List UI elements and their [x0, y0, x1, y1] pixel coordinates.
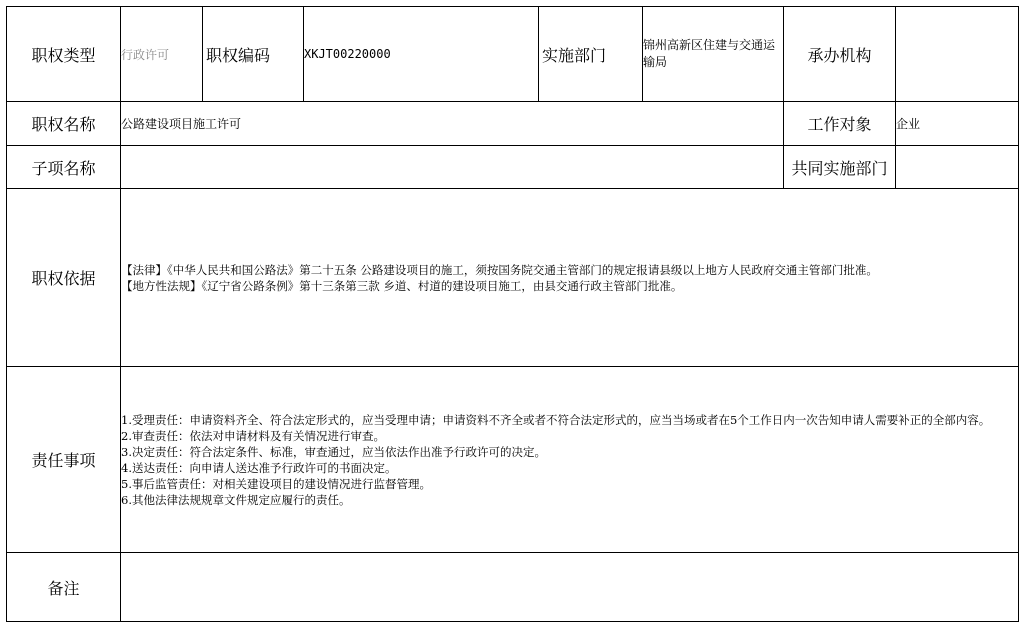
duty-content [121, 367, 1019, 553]
duty-line-3: 3.决定责任：符合法定条件、标准，审查通过，应当依法作出准予行政许可的决定。 [121, 444, 546, 459]
remarks-value [121, 553, 1019, 622]
row-basis [7, 189, 1019, 367]
org-value [896, 7, 1019, 102]
duty-label: 责任事项 [7, 367, 121, 553]
target-value: 企业 [896, 102, 1019, 146]
basis-line-regulation: 【地方性法规】《辽宁省公路条例》第十三条第三款 乡道、村道的建设项目施工，由县交通行政主管部门批准。 [121, 278, 683, 293]
sub-value [121, 146, 784, 189]
row-subitem [7, 146, 1019, 189]
dept-label: 实施部门 [539, 7, 643, 102]
duty-line-1: 1.受理责任：申请资料齐全、符合法定形式的，应当受理申请；申请资料不齐全或者不符合法定形式的，应当当场或者在5个工作日内一次告知申请人需要补正的全部内容。 [121, 412, 991, 427]
type-label: 职权类型 [7, 7, 121, 102]
basis-content [121, 189, 1019, 367]
code-label: 职权编码 [203, 7, 304, 102]
joint-value [896, 146, 1019, 189]
joint-label: 共同实施部门 [784, 146, 896, 189]
code-value: XKJT00220000 [304, 7, 539, 102]
row-name [7, 102, 1019, 146]
name-label: 职权名称 [7, 102, 121, 146]
row-remarks [7, 553, 1019, 622]
duty-line-6: 6.其他法律法规规章文件规定应履行的责任。 [121, 492, 351, 507]
authority-form-table [6, 6, 1019, 622]
remarks-label: 备注 [7, 553, 121, 622]
duty-line-2: 2.审查责任：依法对申请材料及有关情况进行审查。 [121, 428, 385, 443]
row-duty [7, 367, 1019, 553]
name-value: 公路建设项目施工许可 [121, 102, 784, 146]
duty-line-4: 4.送达责任：向申请人送达准予行政许可的书面决定。 [121, 460, 397, 475]
row-type [7, 7, 1019, 102]
org-label: 承办机构 [784, 7, 896, 102]
type-value: 行政许可 [121, 7, 203, 102]
sub-label: 子项名称 [7, 146, 121, 189]
basis-line-law: 【法律】《中华人民共和国公路法》第二十五条 公路建设项目的施工，须按国务院交通主管部门的规定报请县级以上地方人民政府交通主管部门批准。 [121, 262, 878, 277]
dept-value: 锦州高新区住建与交通运输局 [643, 7, 784, 102]
basis-label: 职权依据 [7, 189, 121, 367]
duty-line-5: 5.事后监管责任：对相关建设项目的建设情况进行监督管理。 [121, 476, 431, 491]
target-label: 工作对象 [784, 102, 896, 146]
